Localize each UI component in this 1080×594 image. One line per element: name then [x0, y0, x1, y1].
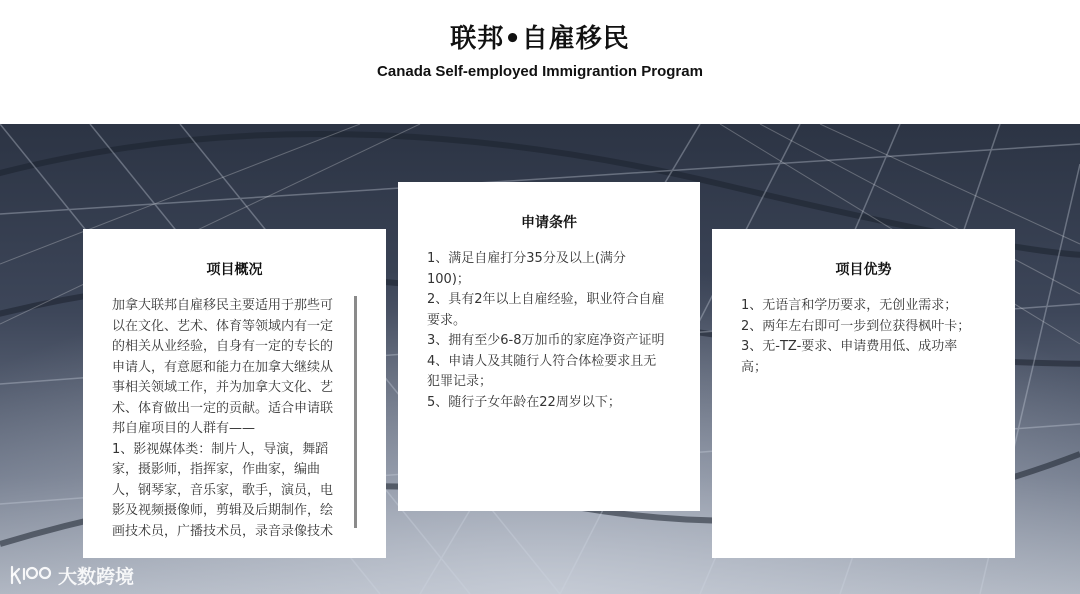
requirement-item: 3、拥有至少6-8万加币的家庭净资产证明	[427, 333, 665, 348]
page-title: 联邦•自雇移民	[450, 24, 630, 54]
requirement-item: 2、具有2年以上自雇经验，职业符合自雇要求。	[427, 292, 665, 328]
card-overview-body[interactable]	[112, 296, 337, 539]
brand-watermark	[8, 560, 134, 590]
brand-name: 大数跨境	[58, 565, 135, 588]
card-overview-title: 项目概况	[206, 262, 263, 278]
page-header	[0, 0, 1080, 124]
requirement-item: 5、随行子女年龄在22周岁以下；	[427, 394, 621, 410]
card-advantages-title: 项目优势	[835, 262, 892, 278]
advantage-item: 1、无语言和学历要求，无创业需求；	[741, 298, 958, 313]
page-subtitle: Canada Self-employed Immigrantion Program	[377, 63, 703, 80]
requirement-item: 4、申请人及其随行人符合体检要求且无犯罪记录；	[427, 353, 657, 389]
overview-paragraph: 加拿大联邦自雇移民主要适用于那些可以在文化、艺术、体育等领域内有一定的相关从业经验，自身有一定的专长的申请人，有意愿和能力在加拿大继续从事相关领域工作，并为加拿大文化、艺术、体育做出一定的贡献。适合申请联邦自雇项目的人群有——	[112, 298, 334, 436]
overview-paragraph: 1、影视媒体类：制片人，导演，舞蹈家，摄影师，指挥家，作曲家，编曲人，钢琴家，音乐家，歌手，演员，电影及视频摄像师，剪辑及后期制作，绘画技术员，广播技术员，录音录像技术	[112, 441, 334, 539]
k100-logo-icon	[8, 563, 54, 587]
overview-scrollbar[interactable]	[354, 296, 357, 528]
advantage-item: 2、两年左右即可一步到位获得枫叶卡；	[741, 318, 971, 334]
card-requirements	[398, 182, 700, 511]
requirement-item: 1、满足自雇打分35分及以上(满分100)；	[427, 251, 626, 287]
advantage-item: 3、无-TZ-要求、申请费用低、成功率高；	[741, 339, 958, 375]
card-requirements-list	[427, 249, 667, 413]
card-advantages	[712, 229, 1015, 558]
background-architecture-image	[0, 124, 1080, 594]
card-advantages-list	[741, 296, 981, 378]
card-requirements-title: 申请条件	[521, 215, 577, 231]
card-overview	[83, 229, 386, 558]
